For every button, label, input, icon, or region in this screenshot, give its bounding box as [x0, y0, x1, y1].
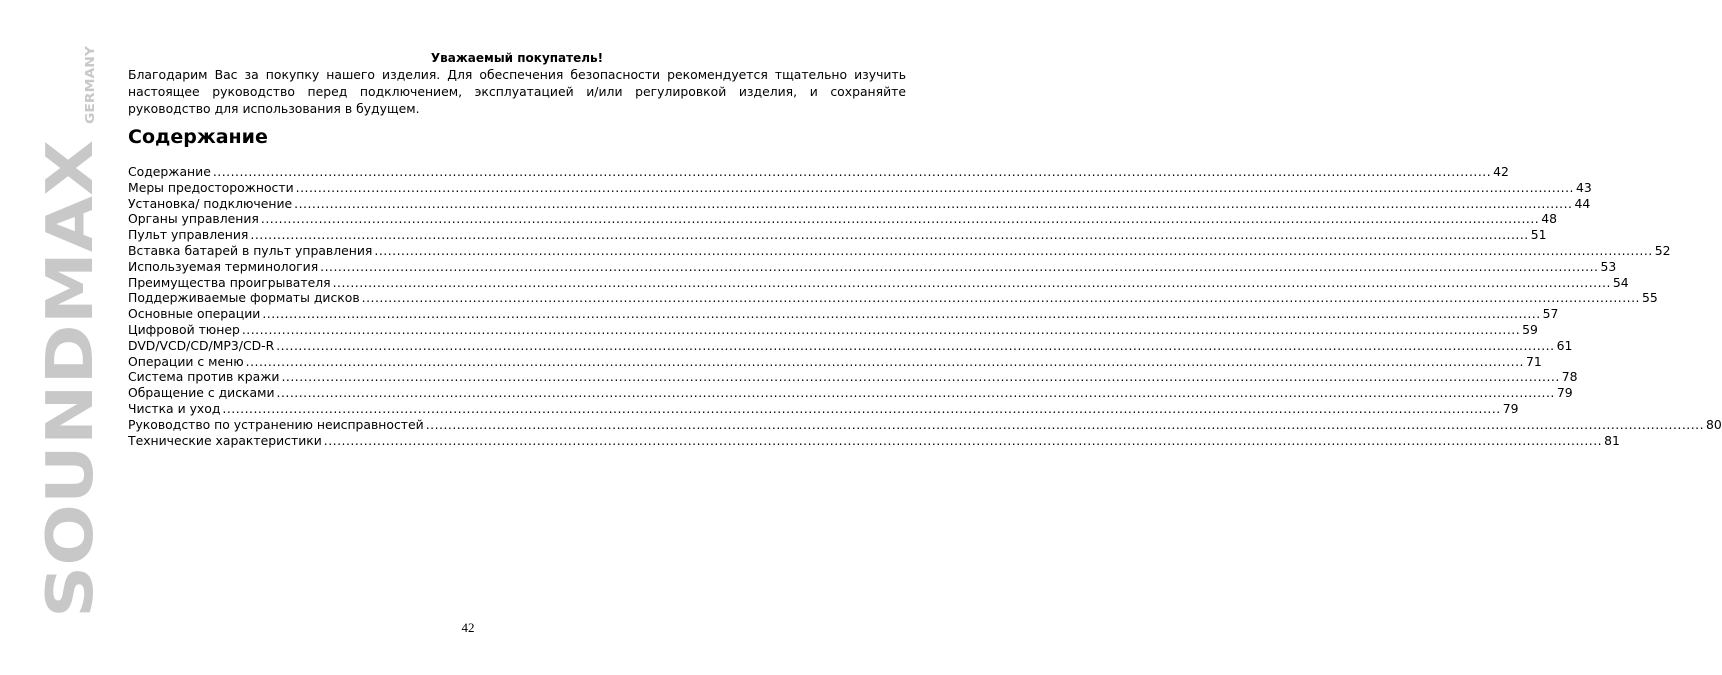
toc-entry: Преимущества проигрывателя ..... 54 — [128, 275, 905, 291]
brand-subtitle: GERMANY — [83, 56, 97, 124]
toc-entry: Используемая терминология ..... 53 — [128, 259, 905, 275]
toc-entry: Цифровой тюнер ..... 59 — [128, 322, 905, 338]
page-number: 42 — [461, 620, 475, 635]
toc-entry: Технические характеристики ..... 81 — [128, 433, 905, 449]
toc-entry: DVD/VCD/CD/MP3/CD-R ..... 61 — [128, 338, 905, 354]
toc-entry: Поддерживаемые форматы дисков ..... 55 — [128, 290, 905, 306]
toc-entry: Система против кражи ..... 78 — [128, 369, 905, 385]
toc-entry: Обращение с дисками ..... 79 — [128, 385, 905, 401]
greeting-heading: Уважаемый покупатель! — [430, 51, 604, 65]
toc-entry: Органы управления ..... 48 — [128, 211, 905, 227]
toc-entry: Пульт управления ..... 51 — [128, 227, 905, 243]
toc-entry: Установка/ подключение ..... 44 — [128, 196, 905, 212]
toc-entry: Чистка и уход ..... 79 — [128, 401, 905, 417]
toc-entry: Руководство по устранению неисправностей ..... 80 — [128, 417, 905, 433]
toc-title: Содержание — [128, 126, 268, 148]
toc-entry: Операции с меню ..... 71 — [128, 354, 905, 370]
brand-name: SOUNDMAX — [34, 196, 108, 618]
toc-entry: Вставка батарей в пульт управления ..... 52 — [128, 243, 905, 259]
toc-entry: Основные операции ..... 57 — [128, 306, 905, 322]
soundmax-logo — [34, 40, 108, 620]
toc-entry: Содержание ..... 42 — [128, 164, 905, 180]
toc-entry: Меры предосторожности ..... 43 — [128, 180, 905, 196]
intro-paragraph: Благодарим Вас за покупку нашего изделия. Для обеспечения безопасности рекомендуется тщательно изучить настоящее руководство перед подключением, эксплуатацией и/или регулировкой изделия, и сохраняйте руководство для использования в будущем. — [128, 67, 906, 116]
table-of-contents — [128, 164, 1722, 448]
